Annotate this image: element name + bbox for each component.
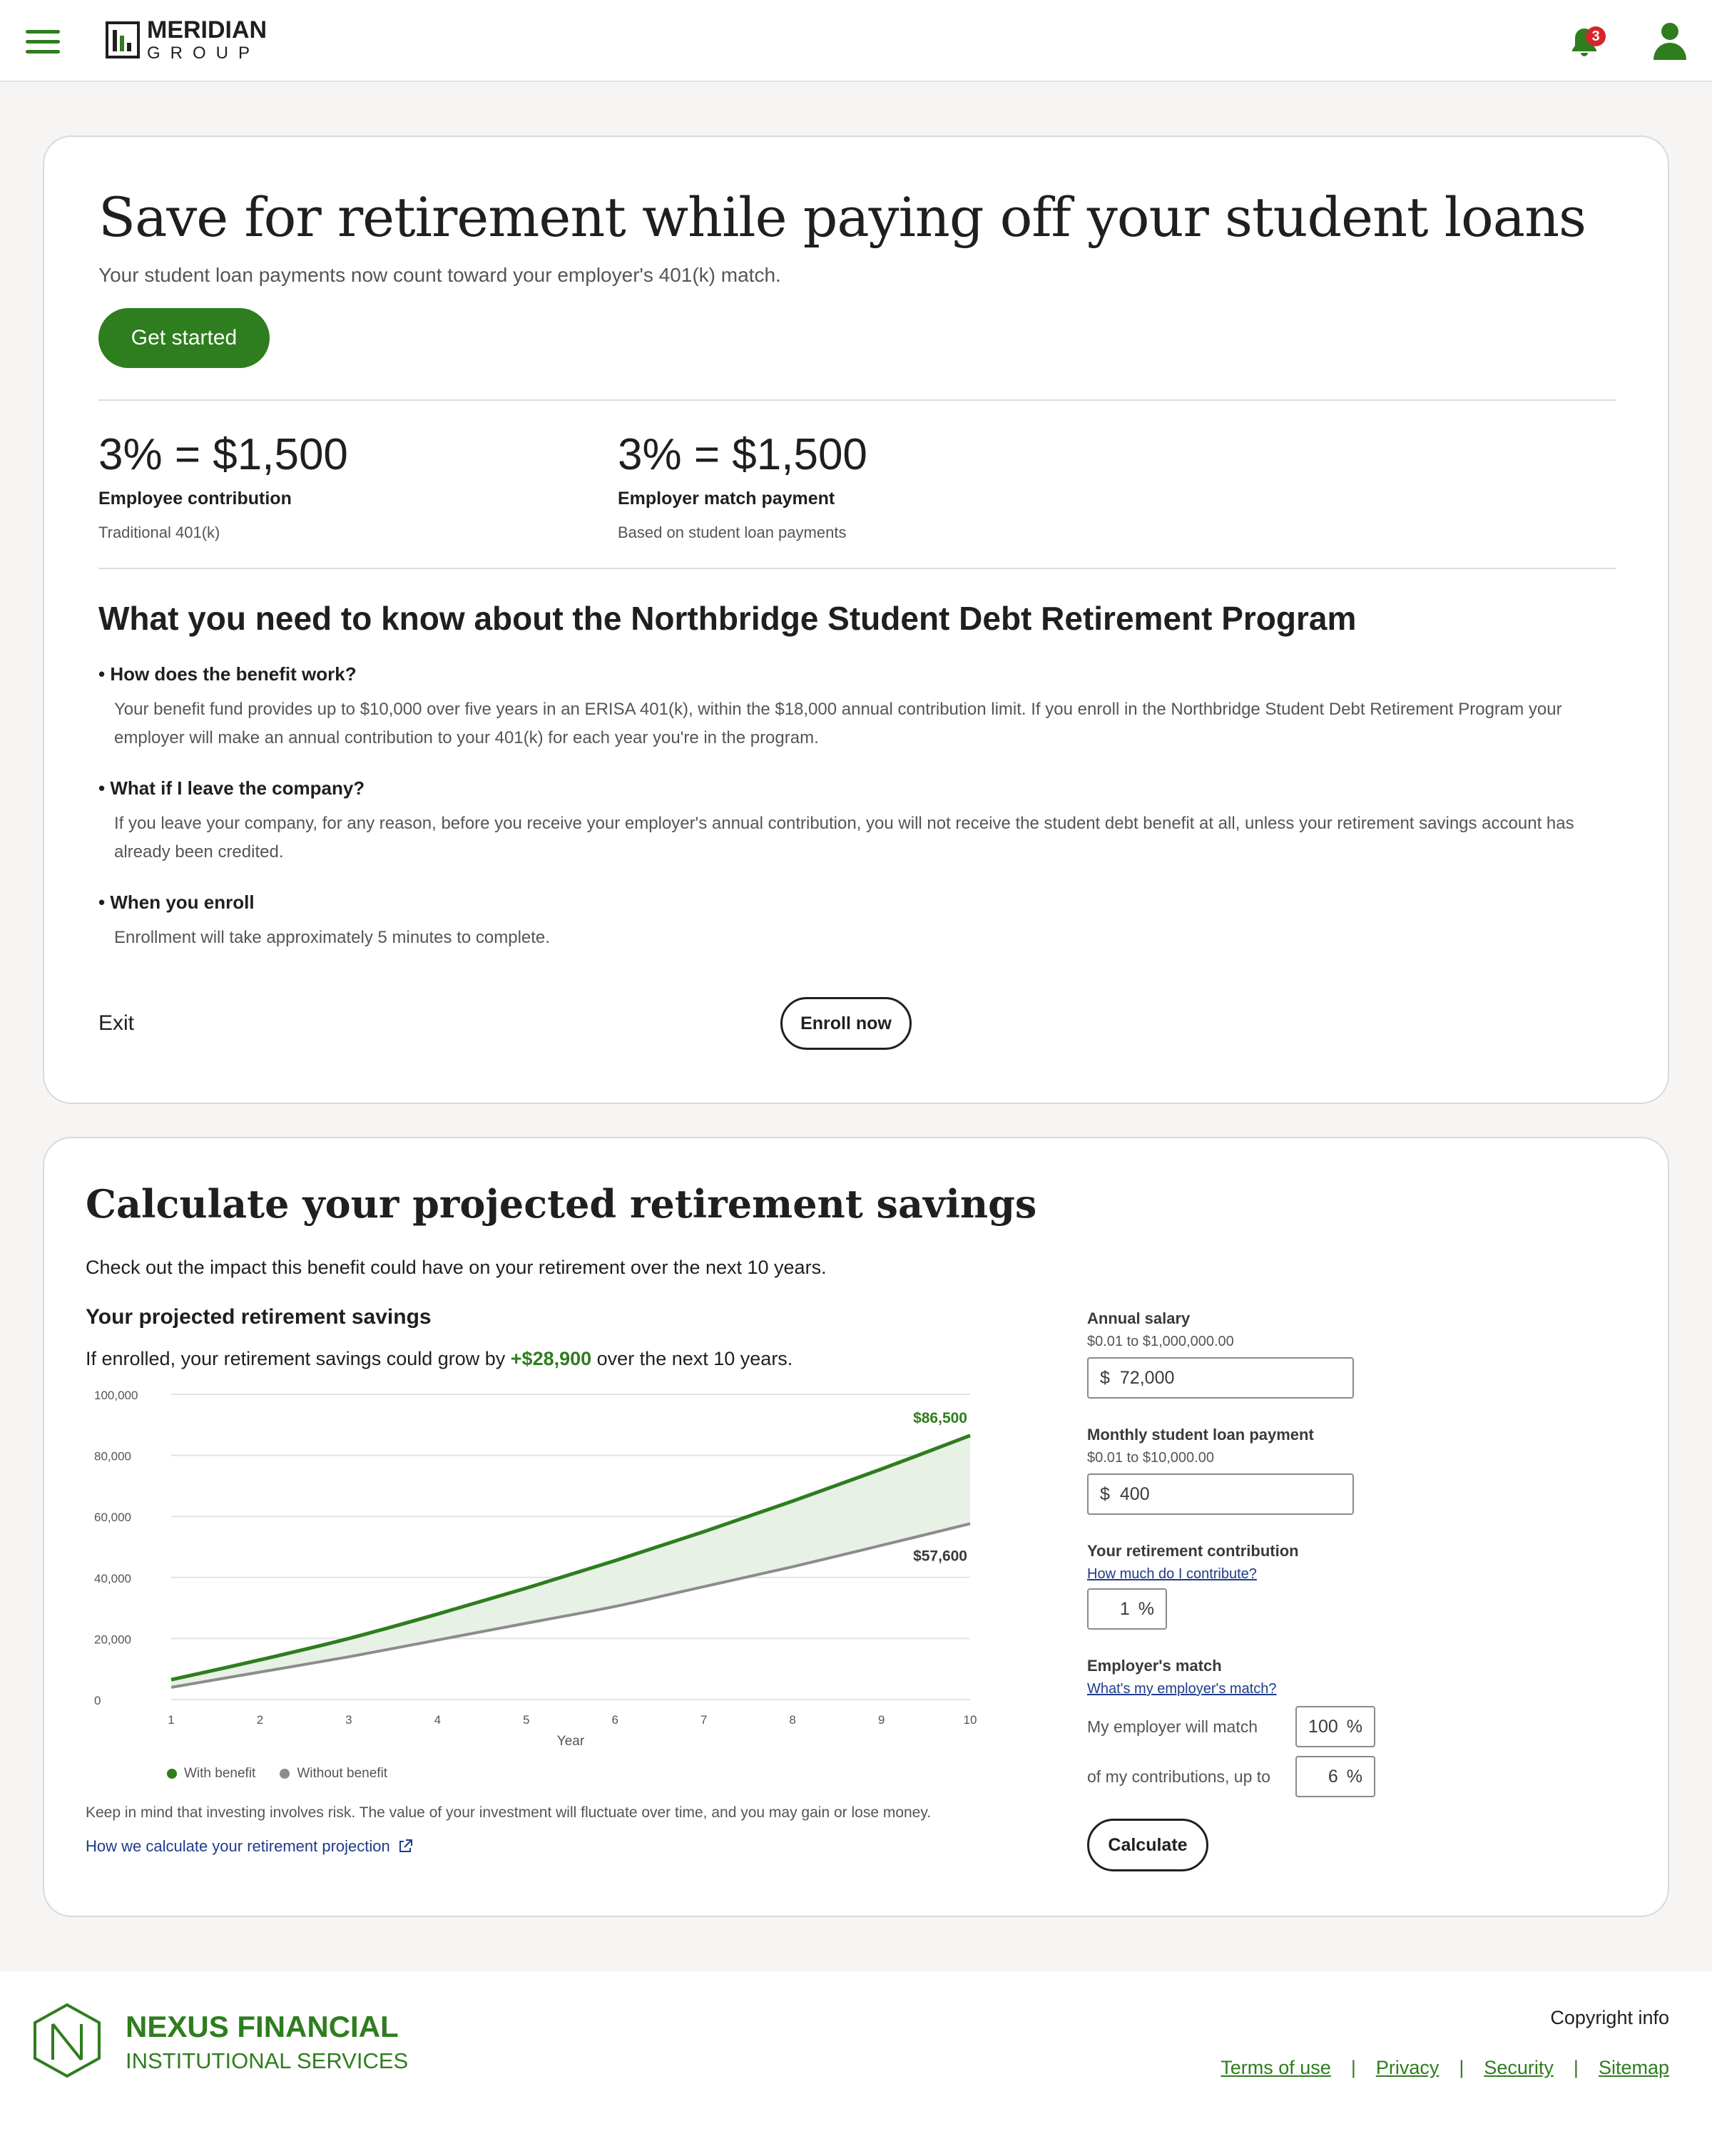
footer-links: Terms of use | Privacy | Security | Sitemap <box>1221 2057 1669 2078</box>
footer-link-sitemap[interactable]: Sitemap <box>1598 2057 1669 2078</box>
salary-hint: $0.01 to $1,000,000.00 <box>1087 1334 1234 1349</box>
y-tick-label: 20,000 <box>94 1633 131 1647</box>
y-tick-label: 0 <box>94 1694 101 1707</box>
faq-answer: Your benefit fund provides up to $10,000 over five years in an ERISA 401(k), within the $18,000 annual contribution limit. If you enroll in the Northbridge Student Debt Retirement Program your employer will make an annual contribution to your 401(k) for each year you're in the program. <box>114 700 1562 747</box>
program-title: What you need to know about the Northbridge Student Debt Retirement Program <box>98 600 1357 637</box>
brand-name: MERIDIAN <box>147 16 268 44</box>
faq-answer: If you leave your company, for any reason, before you receive your employer's annual contribution, you will not receive the student debt benefit at all, unless your retirement savings account has already been credited. <box>114 814 1574 862</box>
x-tick-label: 2 <box>256 1713 264 1727</box>
y-tick-label: 40,000 <box>94 1571 131 1585</box>
x-tick-label: 8 <box>789 1713 796 1727</box>
y-tick-label: 80,000 <box>94 1449 131 1463</box>
x-tick-label: 3 <box>345 1713 352 1727</box>
x-tick-label: 5 <box>523 1713 530 1727</box>
projection-title: Your projected retirement savings <box>86 1305 432 1329</box>
exit-link[interactable]: Exit <box>98 1011 135 1035</box>
legend-item-without-benefit: Without benefit <box>280 1766 387 1782</box>
hero-subtitle: Your student loan payments now count toward your employer's 401(k) match. <box>98 264 781 286</box>
external-link-icon <box>397 1839 413 1854</box>
salary-label: Annual salary <box>1087 1309 1191 1327</box>
stat-sub: Based on student loan payments <box>618 523 847 541</box>
loan-payment-hint: $0.01 to $10,000.00 <box>1087 1450 1214 1466</box>
employee-contribution-stat <box>98 429 348 542</box>
enroll-now-button[interactable]: Enroll now <box>780 997 912 1050</box>
faq-question: • How does the benefit work? <box>98 663 1611 685</box>
match-rate-label: My employer will match <box>1087 1717 1258 1736</box>
faq-question: • What if I leave the company? <box>98 777 1611 799</box>
footer <box>0 1971 1712 2156</box>
copyright-text: Copyright info <box>1550 2007 1669 2028</box>
series-line-with-benefit <box>171 1436 970 1680</box>
footer-link-terms[interactable]: Terms of use <box>1221 2057 1331 2078</box>
calculator-card <box>43 1137 1669 1917</box>
faq-item <box>98 891 1611 952</box>
x-tick-label: 7 <box>700 1713 708 1727</box>
match-rate-input[interactable]: 100 % <box>1295 1706 1375 1747</box>
projection-method-link[interactable]: How we calculate your retirement projection <box>86 1837 413 1856</box>
projection-amount: +$28,900 <box>510 1348 592 1369</box>
y-tick-label: 60,000 <box>94 1511 131 1525</box>
footer-brand-subname: INSTITUTIONAL SERVICES <box>126 2048 409 2073</box>
stat-value: 3% = $1,500 <box>618 430 867 479</box>
loan-payment-label: Monthly student loan payment <box>1087 1426 1314 1444</box>
stat-label: Employer match payment <box>618 489 835 509</box>
contribution-label: Your retirement contribution <box>1087 1542 1299 1560</box>
footer-link-security[interactable]: Security <box>1484 2057 1554 2078</box>
investment-disclaimer: Keep in mind that investing involves risk. The value of your investment will fluctuate over time, and you may gain or lose money. <box>86 1804 932 1821</box>
employer-match-label: Employer's match <box>1087 1657 1222 1675</box>
stat-label: Employee contribution <box>98 489 292 509</box>
data-label-without-benefit: $57,600 <box>913 1548 967 1565</box>
meridian-logo[interactable] <box>106 16 268 63</box>
page-title: Save for retirement while paying off your student loans <box>98 185 1586 249</box>
user-icon[interactable] <box>1652 21 1688 61</box>
match-cap-label: of my contributions, up to <box>1087 1767 1270 1786</box>
nexus-logo-icon <box>31 2003 103 2078</box>
x-tick-label: 10 <box>963 1713 977 1727</box>
benefit-difference-area <box>171 1436 970 1687</box>
x-tick-label: 9 <box>877 1713 885 1727</box>
salary-input[interactable]: $ 72,000 <box>1087 1357 1354 1399</box>
faq-question: • When you enroll <box>98 891 1611 914</box>
x-tick-label: 6 <box>611 1713 618 1727</box>
notification-count-badge: 3 <box>1586 26 1606 46</box>
stat-sub: Traditional 401(k) <box>98 523 220 541</box>
meridian-logo-mark-icon <box>106 21 140 58</box>
projection-summary: If enrolled, your retirement savings could grow by +$28,900 over the next 10 years. <box>86 1348 793 1369</box>
calculator-title: Calculate your projected retirement savings <box>86 1181 1037 1227</box>
footer-link-privacy[interactable]: Privacy <box>1375 2057 1440 2078</box>
program-card <box>43 136 1669 1104</box>
calculator-subtitle: Check out the impact this benefit could have on your retirement over the next 10 years. <box>86 1257 827 1278</box>
faq-answer: Enrollment will take approximately 5 minutes to complete. <box>114 928 550 947</box>
x-axis-label: Year <box>556 1734 585 1748</box>
legend-item-with-benefit: With benefit <box>167 1766 255 1782</box>
divider <box>98 568 1616 569</box>
get-started-button[interactable]: Get started <box>98 308 270 368</box>
divider <box>98 399 1616 401</box>
stat-value: 3% = $1,500 <box>98 430 348 479</box>
match-cap-input[interactable]: 6 % <box>1295 1756 1375 1797</box>
contribution-percent-input[interactable]: 1 % <box>1087 1588 1167 1630</box>
employer-match-stat <box>618 429 867 542</box>
calculator-form <box>1087 1309 1458 1797</box>
retirement-projection-chart <box>86 1384 1027 1748</box>
calculate-button[interactable]: Calculate <box>1087 1819 1208 1871</box>
x-tick-label: 4 <box>434 1713 442 1727</box>
faq-item <box>98 663 1611 752</box>
top-navigation-bar <box>0 0 1712 82</box>
employer-match-help-link[interactable]: What's my employer's match? <box>1087 1681 1277 1697</box>
faq-item <box>98 777 1611 867</box>
hamburger-menu-icon[interactable] <box>26 30 60 54</box>
x-tick-label: 1 <box>168 1713 175 1727</box>
y-tick-label: 100,000 <box>94 1389 138 1402</box>
data-label-with-benefit: $86,500 <box>913 1409 967 1426</box>
contribution-help-link[interactable]: How much do I contribute? <box>1087 1566 1257 1582</box>
brand-subname: GROUP <box>147 44 260 63</box>
loan-payment-input[interactable]: $ 400 <box>1087 1473 1354 1515</box>
chart-legend <box>167 1766 387 1782</box>
footer-brand-name: NEXUS FINANCIAL <box>126 2010 399 2043</box>
